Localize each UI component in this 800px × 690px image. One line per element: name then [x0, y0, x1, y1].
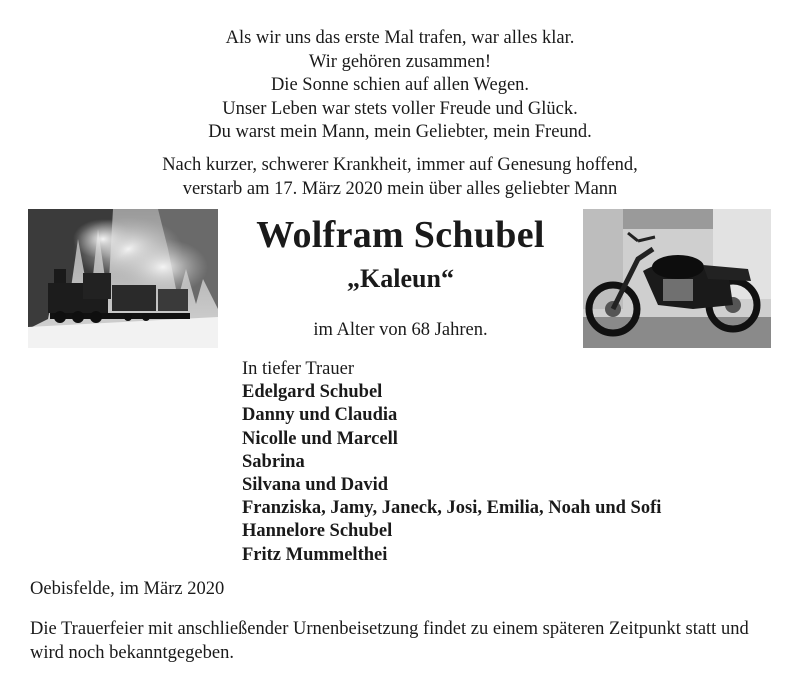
poem-line: Die Sonne schien auf allen Wegen. — [270, 75, 530, 95]
poem-line: Unser Leben war stets voller Freude und Glück. — [222, 98, 578, 119]
death-announcement — [0, 154, 800, 201]
mourner-name: Silvana und David — [242, 475, 389, 496]
motorcycle-photo — [583, 209, 771, 348]
deceased-nickname: „Kaleun“ — [347, 264, 454, 293]
intro-line: Nach kurzer, schwerer Krankheit, immer auf Genesung hoffend, — [162, 155, 638, 175]
mourner-name: Danny und Claudia — [242, 405, 398, 426]
mourner-name: Franziska, Jamy, Janeck, Josi, Emilia, Noah und Sofi — [242, 498, 662, 519]
steam-train-photo — [28, 209, 218, 348]
poem-line: Wir gehören zusammen! — [308, 51, 492, 72]
mourners-list — [242, 358, 661, 567]
mourner-name: Nicolle und Marcell — [242, 428, 398, 449]
poem-line: Du warst mein Mann, mein Geliebter, mein Freund. — [208, 122, 592, 142]
mourner-name: Hannelore Schubel — [242, 521, 393, 542]
deceased-name: Wolfram Schubel — [256, 214, 545, 256]
poem — [0, 27, 800, 145]
mourner-name: Sabrina — [242, 451, 305, 472]
mourner-name: Edelgard Schubel — [242, 382, 383, 403]
intro-line: verstarb am 17. März 2020 mein über alles geliebter Mann — [182, 178, 618, 199]
place-date: Oebisfelde, im März 2020 — [30, 579, 225, 599]
poem-line: Als wir uns das erste Mal trafen, war alles klar. — [225, 28, 575, 48]
deceased-age: im Alter von 68 Jahren. — [313, 320, 488, 340]
mourning-lead: In tiefer Trauer — [242, 359, 354, 379]
mourner-name: Fritz Mummelthei — [242, 544, 388, 565]
funeral-note: Die Trauerfeier mit anschließender Urnenbeisetzung findet zu einem späteren Zeitpunkt statt und wird noch bekanntgegeben. — [30, 619, 749, 663]
